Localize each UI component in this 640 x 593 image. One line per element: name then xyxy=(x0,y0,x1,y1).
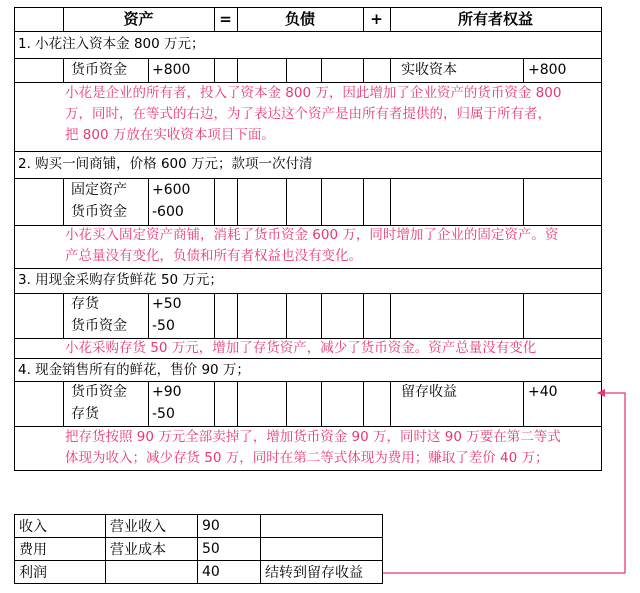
summary-label: 收入 xyxy=(15,515,106,538)
step-4-equity-account: 留存收益 xyxy=(401,384,457,400)
header-equals: = xyxy=(219,10,232,28)
step-1-note-line: 小花是企业的所有者，投入了资本金 800 万，因此增加了企业资产的货币资金 800 xyxy=(65,85,562,101)
step-2-note-line: 小花买入固定资产商铺，消耗了货币资金 600 万，同时增加了企业的固定资产。资 xyxy=(65,227,559,243)
step-3-asset-account-1: 存货 xyxy=(71,296,99,312)
step-4-title: 4. 现金销售所有的鲜花，售价 90 万； xyxy=(18,362,250,378)
summary-label: 费用 xyxy=(15,538,106,561)
summary-account: 营业成本 xyxy=(106,538,198,561)
step-2-title: 2. 购买一间商铺，价格 600 万元；款项一次付清 xyxy=(18,156,313,172)
summary-amount: 40 xyxy=(198,561,261,584)
summary-note: 结转到留存收益 xyxy=(261,561,383,584)
step-3-asset-amount-2: -50 xyxy=(152,318,175,334)
header-liabilities: 负债 xyxy=(284,10,315,28)
step-1-asset-account: 货币资金 xyxy=(71,62,127,78)
step-4-note-line: 把存货按照 90 万元全部卖掉了，增加货币资金 90 万，同时这 90 万要在第二等式 xyxy=(65,429,561,445)
step-4-asset-amount-1: +90 xyxy=(152,384,182,400)
header-equity: 所有者权益 xyxy=(457,10,533,28)
summary-amount: 50 xyxy=(198,538,261,561)
step-2-note-line: 产总量没有变化，负债和所有者权益也没有变化。 xyxy=(65,248,362,264)
step-3-title: 3. 用现金采购存货鲜花 50 万元； xyxy=(18,272,223,288)
step-2-asset-account-1: 固定资产 xyxy=(71,182,127,198)
step-4-asset-account-1: 货币资金 xyxy=(71,384,127,400)
step-4-asset-amount-2: -50 xyxy=(152,406,175,422)
summary-amount: 90 xyxy=(198,515,261,538)
step-1-note-line: 万，同时，在等式的右边，为了表达这个资产是由所有者提供的，归属于所有者， xyxy=(65,106,551,122)
transfer-arrow-line xyxy=(383,393,625,573)
step-1-title: 1. 小花注入资本金 800 万元； xyxy=(18,36,205,52)
summary-label: 利润 xyxy=(15,561,106,584)
step-3-asset-account-2: 货币资金 xyxy=(71,318,127,334)
arrow-head-icon xyxy=(597,389,605,397)
step-4-asset-account-2: 存货 xyxy=(71,406,99,422)
step-1-asset-amount: +800 xyxy=(152,62,191,78)
step-3-note-line: 小花采购存货 50 万元，增加了存货资产，减少了货币资金。资产总量没有变化 xyxy=(65,340,537,356)
header-assets: 资产 xyxy=(123,10,154,28)
step-4-equity-amount: +40 xyxy=(528,384,558,400)
summary-account: 营业收入 xyxy=(106,515,198,538)
step-3-asset-amount-1: +50 xyxy=(152,296,182,312)
step-1-equity-account: 实收资本 xyxy=(401,62,457,78)
header-plus: + xyxy=(370,10,383,28)
step-1-equity-amount: +800 xyxy=(528,62,567,78)
step-2-asset-account-2: 货币资金 xyxy=(71,204,127,220)
step-2-asset-amount-1: +600 xyxy=(152,182,191,198)
step-2-asset-amount-2: -600 xyxy=(152,204,184,220)
step-1-note-line: 把 800 万放在实收资本项目下面。 xyxy=(65,127,275,143)
step-4-note-line: 体现为收入；减少存货 50 万，同时在第二等式体现为费用；赚取了差价 40 万； xyxy=(65,450,549,466)
